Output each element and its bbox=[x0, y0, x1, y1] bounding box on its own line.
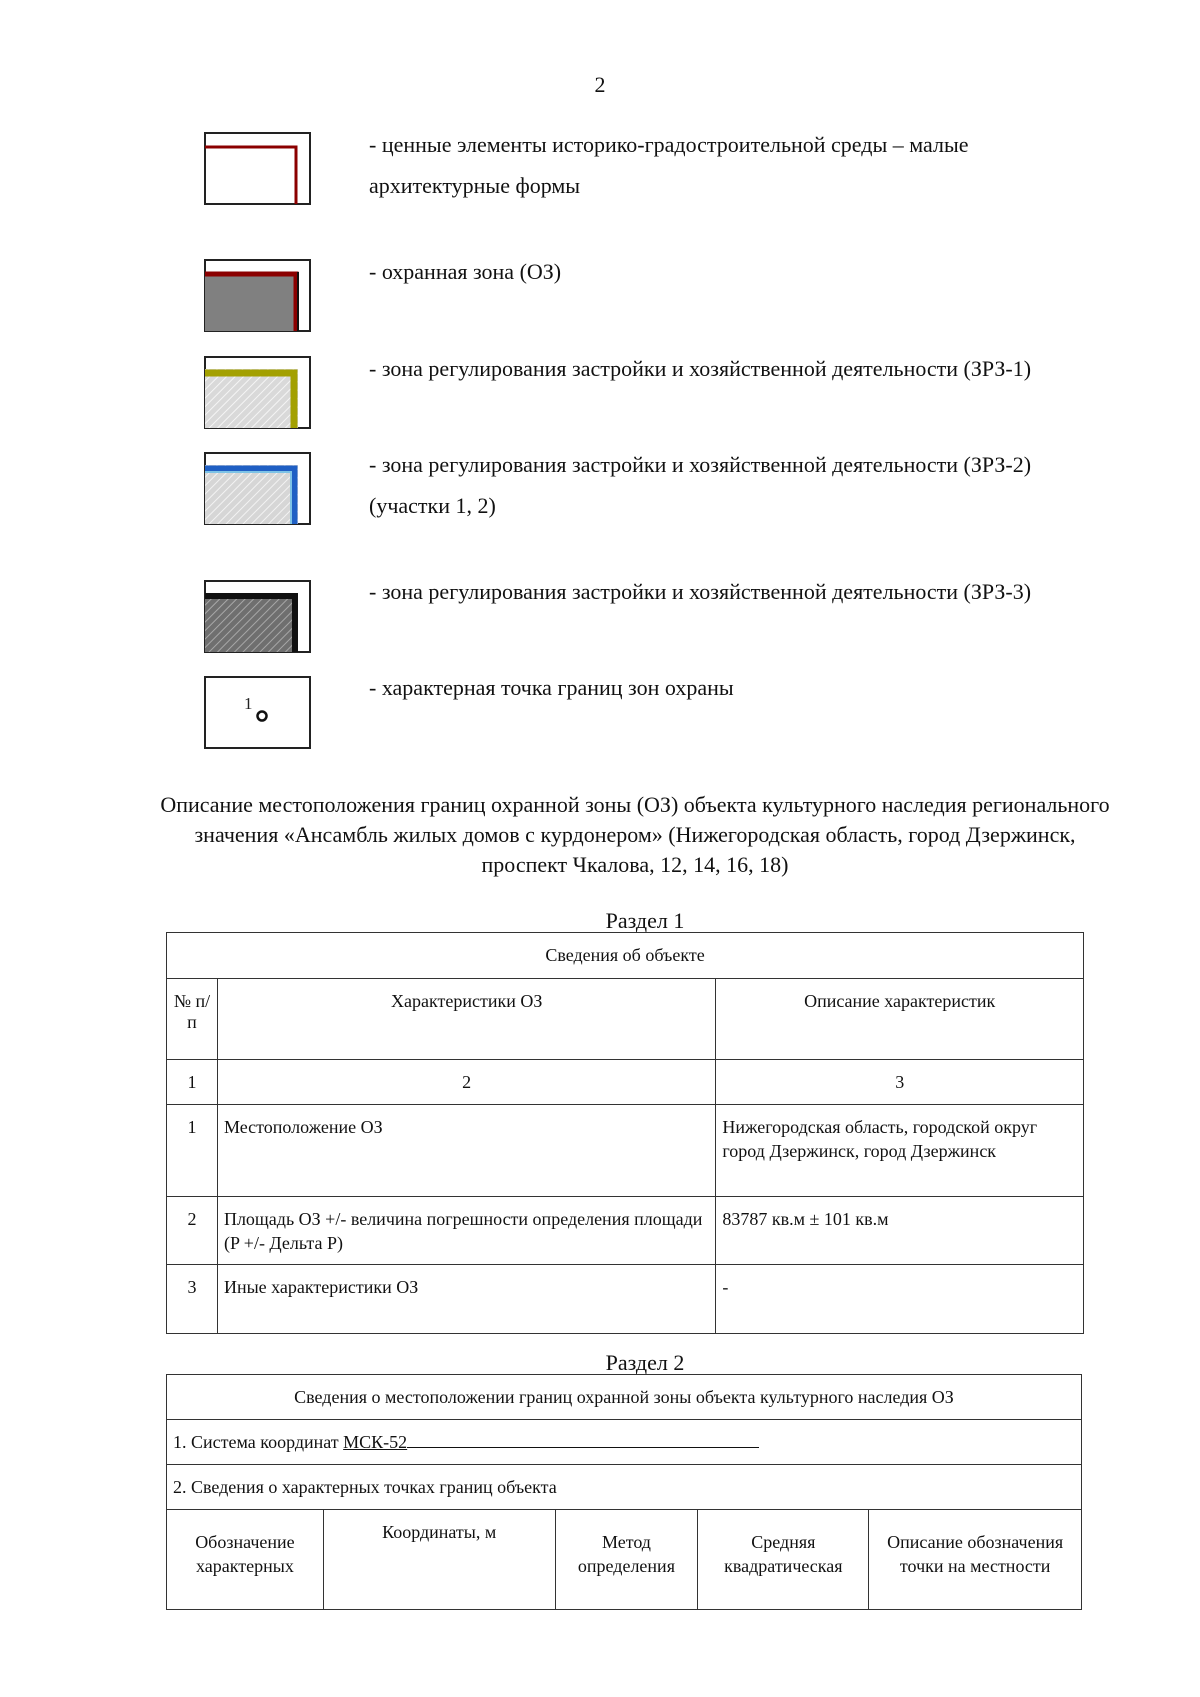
legend-text-valuable-elements: - ценные элементы историко-градостроительной среды – малые архитектурные формы bbox=[369, 132, 969, 198]
section2-table bbox=[166, 1374, 1082, 1610]
column-header: Характеристики ОЗ bbox=[217, 979, 715, 1060]
underline-blank bbox=[407, 1432, 759, 1448]
zrz1-zone-icon bbox=[204, 356, 311, 429]
legend-text-zrz1: - зона регулирования застройки и хозяйственной деятельности (ЗРЗ-1) bbox=[369, 356, 1032, 381]
column-number: 3 bbox=[716, 1060, 1084, 1105]
column-number: 1 bbox=[167, 1060, 218, 1105]
column-header: Координаты, м bbox=[323, 1510, 555, 1610]
row-description: - bbox=[716, 1265, 1084, 1334]
table-caption-row bbox=[167, 933, 1084, 979]
table-row bbox=[167, 1265, 1084, 1334]
points-label: 2. Сведения о характерных точках границ объекта bbox=[167, 1465, 1082, 1510]
row-number: 1 bbox=[167, 1105, 218, 1197]
page-number: 2 bbox=[594, 72, 606, 97]
boundary-point-label: 1 bbox=[244, 694, 253, 713]
column-number: 2 bbox=[217, 1060, 715, 1105]
section1-title: Раздел 1 bbox=[605, 908, 685, 933]
valuable-elements-icon bbox=[204, 132, 311, 205]
coord-system-label: 1. Система координат bbox=[173, 1431, 339, 1452]
section2-caption: Сведения о местоположении границ охранной зоны объекта культурного наследия ОЗ bbox=[167, 1375, 1082, 1420]
column-header: № п/п bbox=[167, 979, 218, 1060]
column-header: Обозначение характерных bbox=[167, 1510, 324, 1610]
row-number: 2 bbox=[167, 1197, 218, 1265]
column-header: Средняя квадратическая bbox=[698, 1510, 869, 1610]
row-number: 3 bbox=[167, 1265, 218, 1334]
row-description: Нижегородская область, городской округ город Дзержинск, город Дзержинск bbox=[716, 1105, 1084, 1197]
section1-table bbox=[166, 932, 1084, 1334]
row-description: 83787 кв.м ± 101 кв.м bbox=[716, 1197, 1084, 1265]
coord-system-value: МСК-52 bbox=[343, 1431, 408, 1452]
description-title: Описание местоположения границ охранной зоны (ОЗ) объекта культурного наследия регионального значения «Ансамбль жилых домов с курдонером» (Нижегородская область, город Дзержинск, проспект Чкалова, 12, 14, 16, 18) bbox=[160, 792, 1110, 877]
table-row bbox=[167, 1105, 1084, 1197]
zrz2-zone-icon bbox=[204, 452, 311, 525]
legend-text-boundary-point: - характерная точка границ зон охраны bbox=[369, 675, 734, 700]
table-row bbox=[167, 1197, 1084, 1265]
column-header: Метод определения bbox=[555, 1510, 698, 1610]
column-header: Описание характеристик bbox=[716, 979, 1084, 1060]
legend-text-protection-zone: - охранная зона (ОЗ) bbox=[369, 259, 562, 284]
table-caption-row bbox=[167, 1375, 1082, 1420]
section2-title: Раздел 2 bbox=[605, 1350, 685, 1375]
coord-system-row bbox=[167, 1420, 1082, 1465]
protection-zone-icon bbox=[204, 259, 311, 332]
boundary-point-icon bbox=[204, 676, 311, 749]
column-header: Описание обозначения точки на местности bbox=[869, 1510, 1082, 1610]
row-characteristic: Местоположение ОЗ bbox=[217, 1105, 715, 1197]
zrz3-zone-icon bbox=[204, 580, 311, 653]
row-characteristic: Площадь ОЗ +/- величина погрешности определения площади (P +/- Дельта P) bbox=[217, 1197, 715, 1265]
table-header-row bbox=[167, 979, 1084, 1060]
table-header-row bbox=[167, 1510, 1082, 1610]
legend-text-zrz2: - зона регулирования застройки и хозяйственной деятельности (ЗРЗ-2) (участки 1, 2) bbox=[369, 452, 1032, 518]
points-label-row bbox=[167, 1465, 1082, 1510]
legend-text-zrz3: - зона регулирования застройки и хозяйственной деятельности (ЗРЗ-3) bbox=[369, 579, 1032, 604]
row-characteristic: Иные характеристики ОЗ bbox=[217, 1265, 715, 1334]
column-number-row bbox=[167, 1060, 1084, 1105]
section1-caption: Сведения об объекте bbox=[167, 933, 1084, 979]
